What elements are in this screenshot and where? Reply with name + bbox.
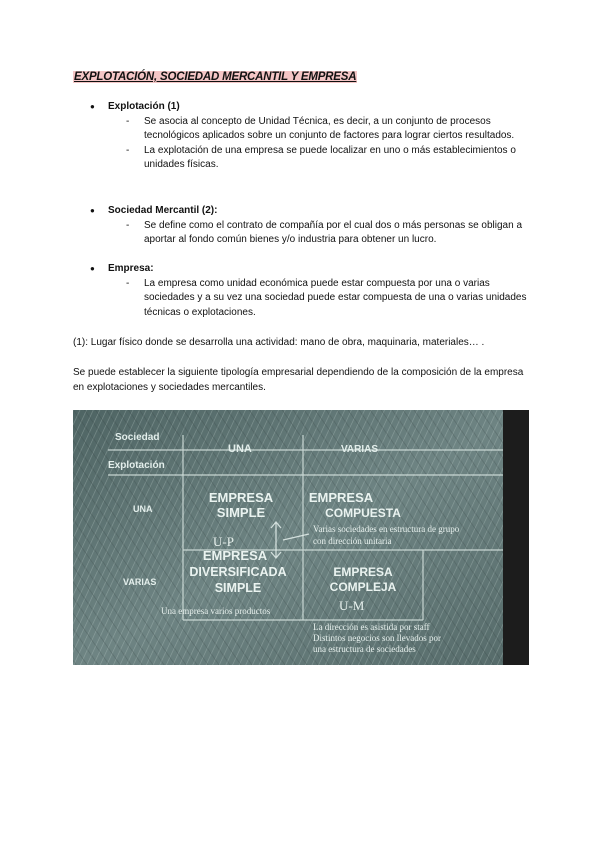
list-item: - La explotación de una empresa se puede localizar en uno o más establecimientos o unidades físicas. [126,144,530,173]
cell-diversificada-line1: EMPRESA [202,548,268,563]
dash-icon: - [126,219,130,231]
footnote: (1): Lugar físico donde se desarrolla una actividad: mano de obra, maquinaria, materiales… . [73,337,485,348]
bullet-icon: ● [90,206,95,215]
typology-photo [73,410,529,665]
row-varias-label: VARIAS [123,577,157,587]
section-empresa [90,262,530,320]
dash-icon: - [126,144,130,156]
section-heading: Explotación (1) [108,101,180,112]
cell-compuesta-line2: COMPUESTA [325,506,401,520]
cell-compleja-line1: EMPRESA [333,565,393,579]
compleja-note-line2: Distintos negocios son llevados por [313,633,441,643]
diversificada-note: Una empresa varios productos [161,606,271,616]
bullet-icon: ● [90,102,95,111]
cell-simple-line1: EMPRESA [208,490,274,505]
compleja-note-line3: una estructura de sociedades [313,644,416,654]
cell-diversificada-line3: SIMPLE [214,581,262,595]
bullet-icon: ● [90,264,95,273]
compleja-note-line1: La dirección es asistida por staff [313,622,430,632]
list-item: - Se define como el contrato de compañía por el cual dos o más personas se obligan a aportar al fondo común bienes y/o industria para obtener un lucro. [126,219,530,248]
page-title: EXPLOTACIÓN, SOCIEDAD MERCANTIL Y EMPRESA [74,71,357,83]
cell-diversificada-line2: DIVERSIFICADA [189,565,287,579]
row-header-label: Sociedad [115,432,160,443]
compuesta-note-line1: Varias sociedades en estructura de grupo [313,524,460,534]
list-item: - Se asocia al concepto de Unidad Técnica, es decir, a un conjunto de procesos tecnológicos aplicados sobre un conjunto de factores para lograr ciertos resultados. [126,115,530,144]
section-sociedad-mercantil [90,204,530,248]
cell-compuesta-line1: EMPRESA [308,490,374,505]
section-heading: Empresa: [108,263,154,274]
list-item: - La empresa como unidad económica puede estar compuesta por una o varias sociedades y a su vez una sociedad puede estar compuesta de una o varias unidades técnicas o explotaciones. [126,277,530,321]
um-label: U-M [339,598,365,613]
intro-paragraph: Se puede establecer la siguiente tipología empresarial dependiendo de la composición de la empresa en explotaciones y sociedades mercantiles. [73,367,524,393]
col-varias-label: VARIAS [341,444,379,455]
row-una-label: UNA [133,504,153,514]
compuesta-note-line2: con dirección unitaria [313,536,392,546]
section-explotacion [90,100,530,173]
cell-compleja-line2: COMPLEJA [329,580,397,594]
section-heading: Sociedad Mercantil (2): [108,205,218,216]
up-label: U-P [213,534,234,549]
cell-simple-line2: SIMPLE [216,505,266,520]
dash-icon: - [126,277,130,289]
dash-icon: - [126,115,130,127]
col-header-label: Explotación [108,460,165,471]
col-una-label: UNA [228,443,252,455]
